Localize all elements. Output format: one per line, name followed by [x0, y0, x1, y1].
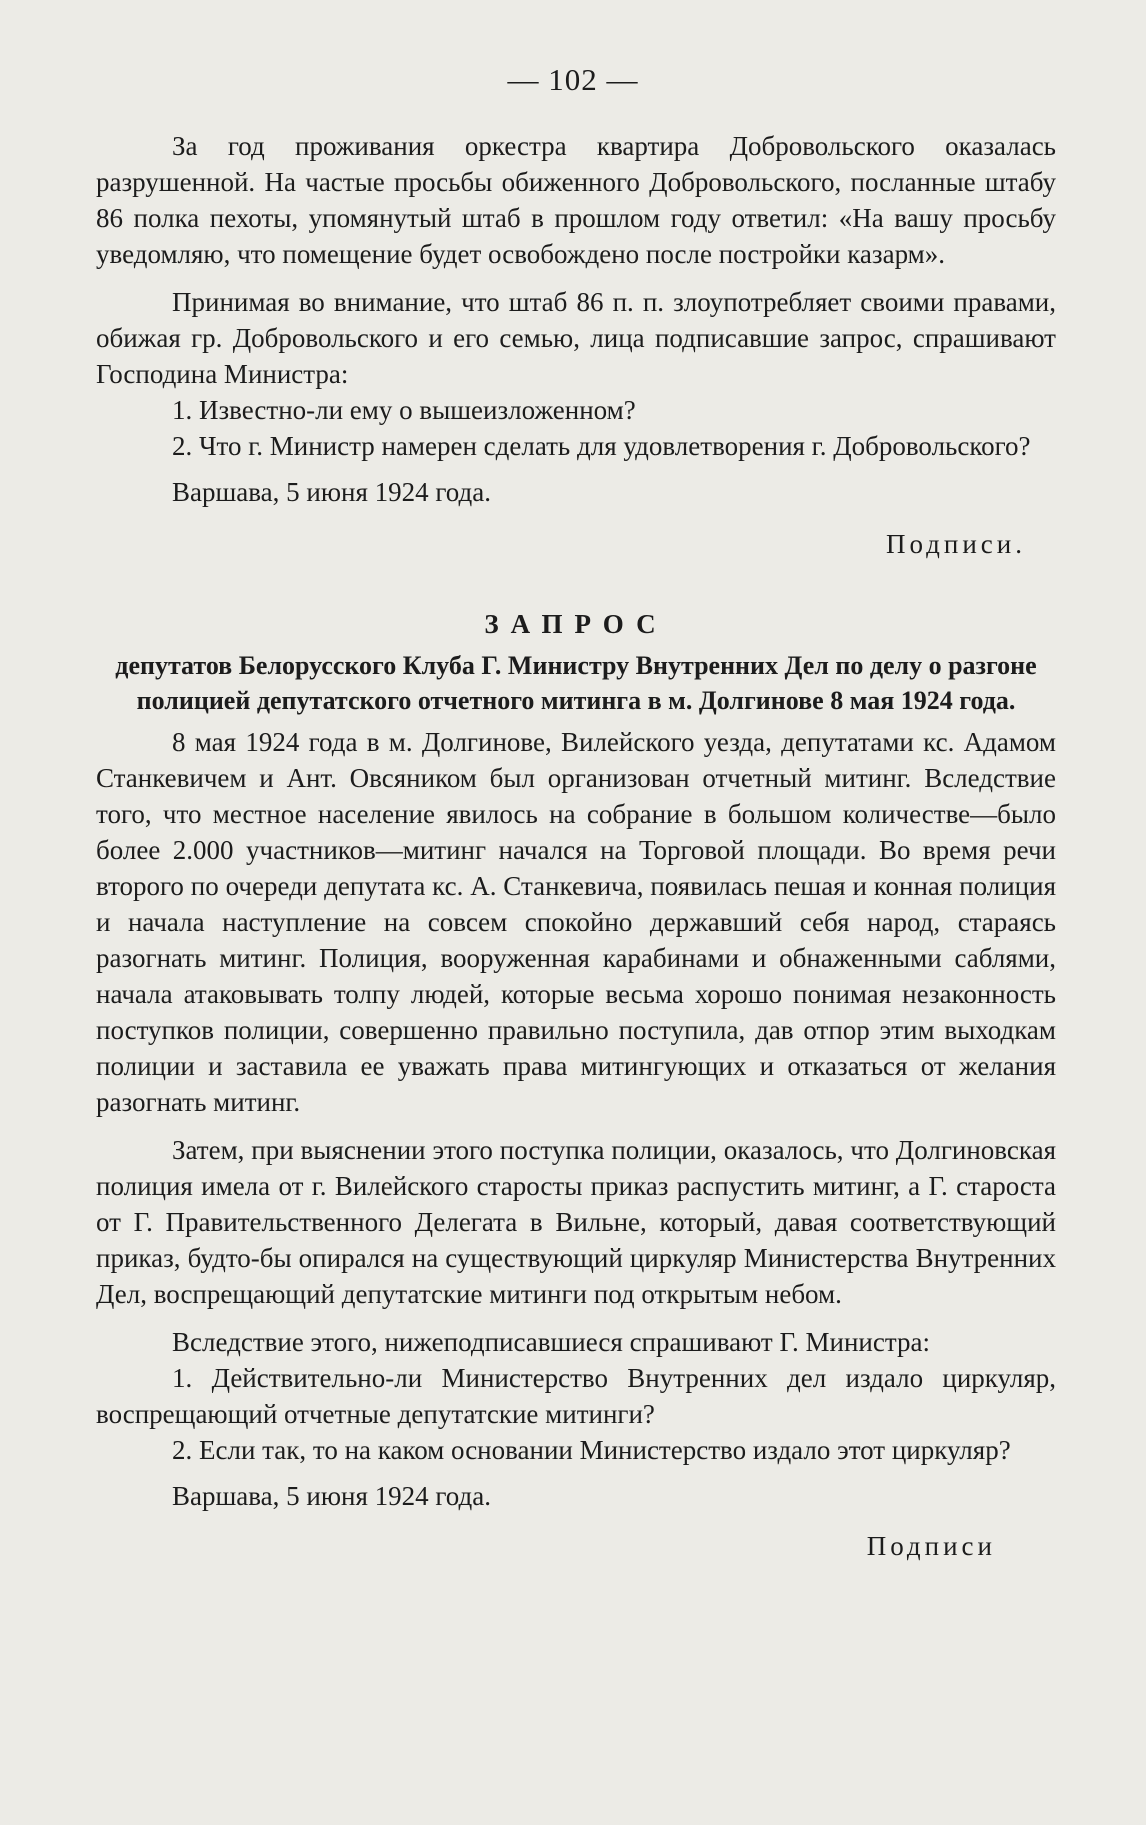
paragraph: Принимая во внимание, что штаб 86 п. п. злоупотребляет своими правами, обижая гр. Добровольского и его семью, лица подписавшие запрос, спрашивают Господина Министра: — [96, 287, 1056, 389]
question-item: 1. Известно-ли ему о вышеизложенном? — [172, 395, 636, 425]
question-item: 2. Если так, то на каком основании Министерство издало этот циркуляр? — [172, 1435, 1011, 1465]
paragraph: 8 мая 1924 года в м. Долгинове, Вилейского уезда, депутатами кс. Адамом Станкевичем и Ант. Овсяником был организован отчетный митинг. Вследствие того, что местное население явилось на собрание в большом количестве—было более 2.000 участников—митинг начался на Торговой площади. Во время речи второго по очереди депутата кс. А. Станкевича, появилась пешая и конная полиция и начала наступление на совсем спокойно державший себя народ, стараясь разогнать митинг. Полиция, вооруженная карабинами и обнаженными саблями, начала атаковывать толпу людей, которые весьма хорошо понимая незаконность поступков полиции, совершенно правильно поступила, дав отпор этим выходкам полиции и заставила ее уважать права митингующих и отказаться от желания разогнать митинг. — [96, 727, 1056, 1117]
place-date: Варшава, 5 июня 1924 года. — [172, 477, 491, 507]
signatures: Подписи — [866, 1531, 996, 1561]
question-item: 1. Действительно-ли Министерство Внутренних дел издало циркуляр, воспрещающий отчетные депутатские митинги? — [96, 1363, 1056, 1429]
page-number: — 102 — — [507, 62, 639, 97]
place-date: Варшава, 5 июня 1924 года. — [172, 1481, 491, 1511]
section-heading: ЗАПРОС — [484, 609, 668, 639]
signatures: Подписи. — [885, 529, 1026, 559]
paragraph: Затем, при выяснении этого поступка полиции, оказалось, что Долгиновская полиция имела от г. Вилейского старосты приказ распустить митинг, а Г. староста от Г. Правительственного Делегата в Вильне, который, давая соответствующий приказ, будто-бы опирался на существующий циркуляр Министерства Внутренних Дел, воспрещающий депутатские митинги под открытым небом. — [96, 1135, 1056, 1309]
question-item: 2. Что г. Министр намерен сделать для удовлетворения г. Добровольского? — [172, 431, 1031, 461]
text-column — [96, 128, 1056, 1564]
paragraph: Вследствие этого, нижеподписавшиеся спрашивают Г. Министра: — [172, 1327, 930, 1357]
section-subheading: депутатов Белорусского Клуба Г. Министру Внутренних Дел по делу о разгоне полицией депутатского отчетного митинга в м. Долгинове 8 мая 1924 года. — [115, 651, 1037, 715]
paragraph: За год проживания оркестра квартира Добровольского оказалась разрушенной. На частые просьбы обиженного Добровольского, посланные штабу 86 полка пехоты, упомянутый штаб в прошлом году ответил: «На вашу просьбу уведомляю, что помещение будет освобождено после постройки казарм». — [96, 131, 1056, 269]
